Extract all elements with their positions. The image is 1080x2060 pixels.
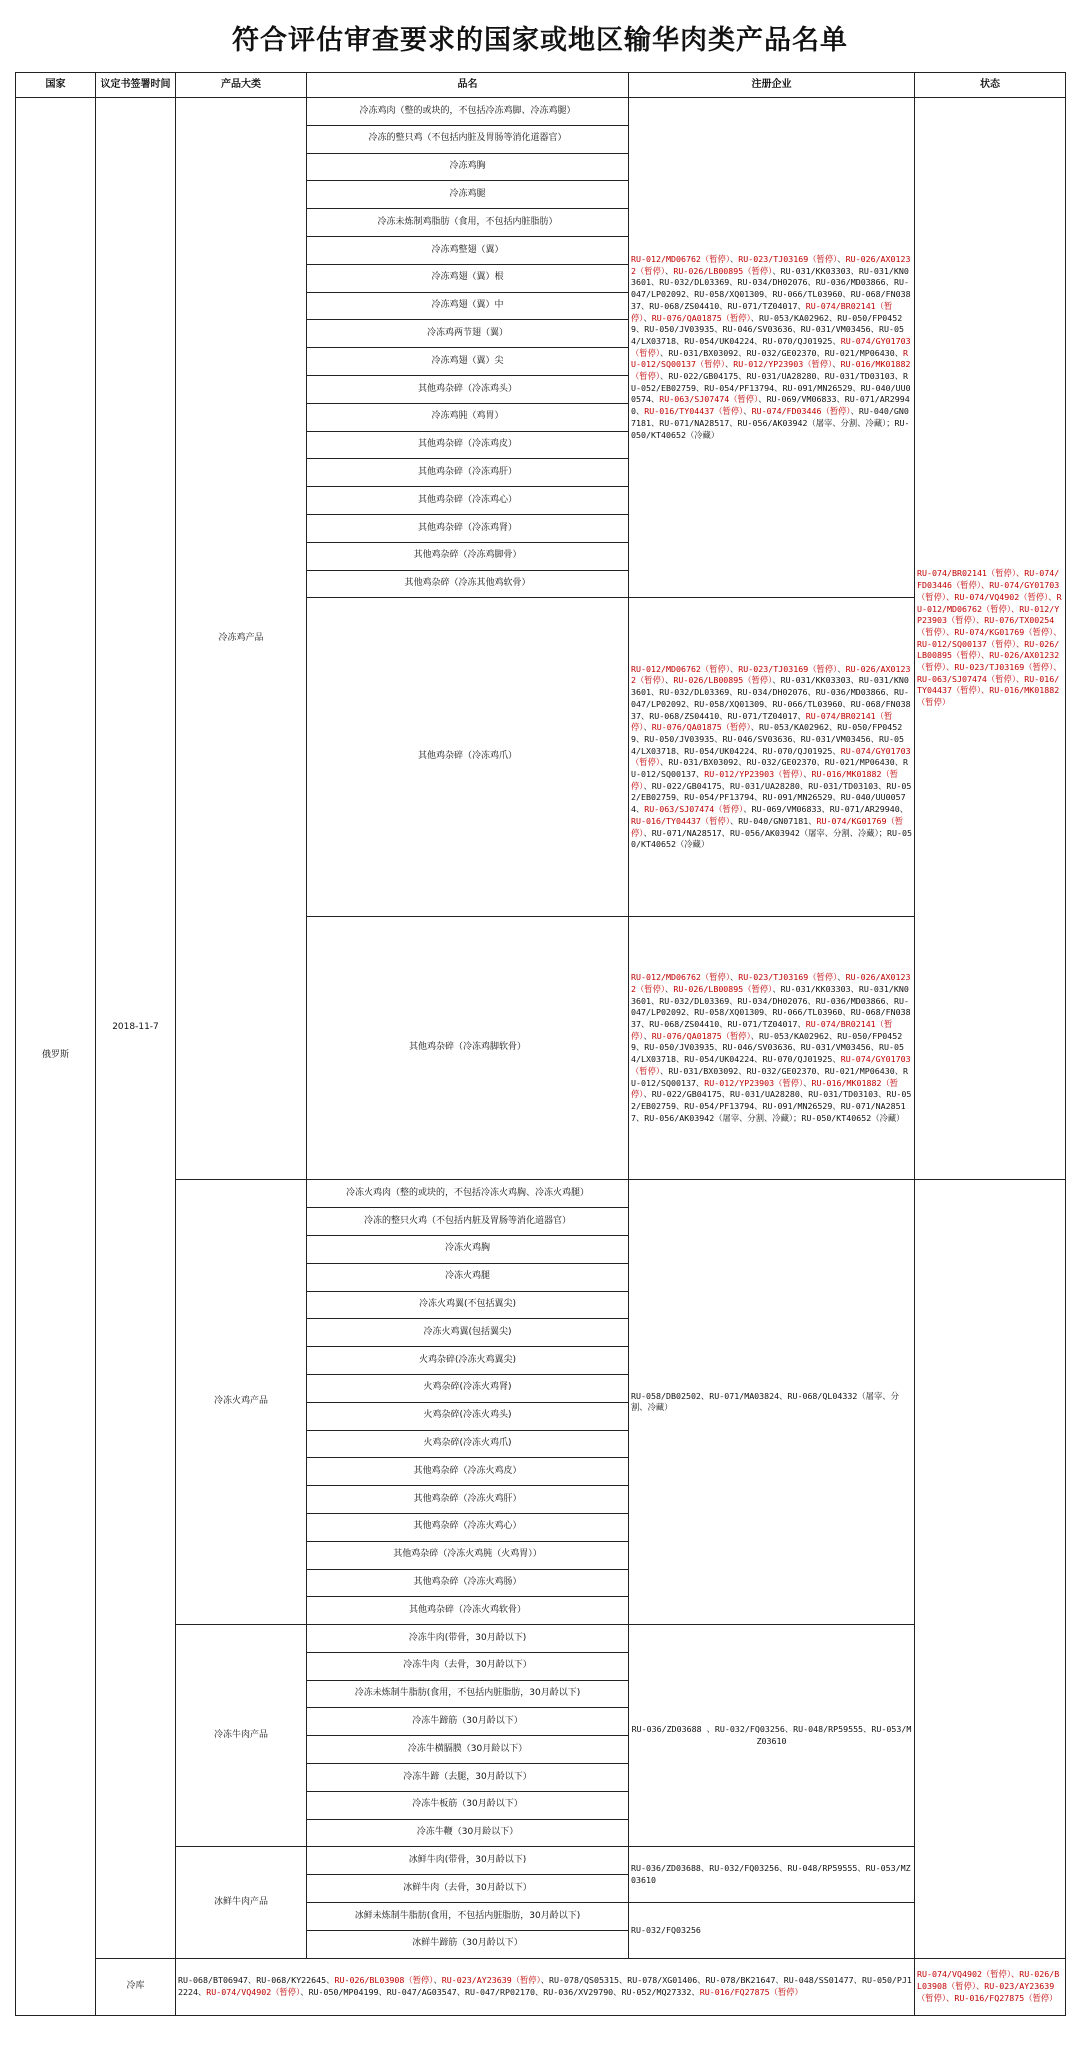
enterprise-segment: RU-074/BR02141（暂停） xyxy=(631,1019,893,1041)
product-name: 其他鸡杂碎（冷冻鸡爪） xyxy=(307,598,629,917)
enterprise-segment: 、RU-031/KK03303、RU-031/KN03601、RU-032/DL03369、RU-034/DH02076、RU-036/MD03866、RU-047/LP02092、RU-058/XQ01309、RU-066/TL03960、RU-068/FN03837、RU-068/ZS04410、RU-071/TZ04017、 xyxy=(631,265,911,311)
enterprise-segment: 、RU-031/BX03092、RU-032/GE02370、RU-021/MP06430、RU-012/SQ00137、 xyxy=(631,757,909,780)
status-cell xyxy=(915,1180,1066,1958)
enterprise-segment: 、 xyxy=(643,1030,652,1041)
product-name: 冰鲜未炼制牛脂肪(食用，不包括内脏脂肪，30月龄以下) xyxy=(307,1903,629,1931)
enterprise-segment: 、RU-050/MP04199、RU-047/AG03547、RU-047/RP02170、RU-036/XV29790、RU-052/MQ27332、 xyxy=(300,1986,700,1997)
status-cell: RU-074/BR02141（暂停）、RU-074/FD03446（暂停）、RU-074/GY01703（暂停）、RU-074/VQ4902（暂停）、RU-012/MD06762（暂停）、RU-012/YP23903（暂停）、RU-076/TX00254（暂停）、RU-074/KG01769（暂停）、RU-012/SQ00137（暂停）、RU-026/LB00895（暂停）、RU-026/AX01232（暂停）、RU-023/TJ03169（暂停）、RU-063/SJ07474（暂停）、RU-016/TY04437（暂停）、RU-016/MK01882（暂停） xyxy=(915,98,1066,1180)
enterprise-segment: RU-076/QA01875（暂停） xyxy=(651,1030,751,1041)
enterprise-segment: RU-012/MD06762（暂停） xyxy=(631,663,730,674)
enterprise-cell xyxy=(629,917,915,1180)
enterprise-segment: 、 xyxy=(729,972,739,983)
enterprise-cell xyxy=(629,598,915,917)
enterprise-segment: 、RU-040/GN07181、RU-071/NA28517、RU-056/AK03942（屠宰、分割、冷藏）；RU-050/KT40652（冷藏） xyxy=(631,406,910,440)
enterprise-segment: RU-063/SJ07474（暂停） xyxy=(644,804,744,815)
product-name: 火鸡杂碎(冷冻火鸡头) xyxy=(307,1402,629,1430)
enterprise-segment: 、 xyxy=(724,359,734,370)
product-name: 火鸡杂碎(冷冻火鸡爪) xyxy=(307,1430,629,1458)
enterprise-segment: 、RU-053/KA02962、RU-050/FP04529、RU-050/JV03935、RU-046/SV03636、RU-031/VM03456、RU-054/LX03718、RU-054/UK04224、RU-070/QJ01925、 xyxy=(631,1030,904,1065)
enterprise-segment: RU-012/YP23903（暂停） xyxy=(733,359,833,370)
product-name: 冷冻鸡翅（翼）根 xyxy=(307,264,629,292)
enterprise-segment: 、RU-053/KA02962、RU-050/FP04529、RU-050/JV03935、RU-046/SV03636、RU-031/VM03456、RU-054/LX03718、RU-054/UK04224、RU-070/QJ01925、 xyxy=(631,722,904,756)
product-name: 冷冻鸡肉（整的或块的，不包括冷冻鸡脚、冷冻鸡腿） xyxy=(307,98,629,126)
country-cell: 俄罗斯 xyxy=(16,98,96,2016)
enterprise-segment: 、 xyxy=(837,663,846,674)
product-name: 冷冻的整只火鸡（不包括内脏及胃肠等消化道器官） xyxy=(307,1208,629,1236)
header-status: 状态 xyxy=(915,73,1066,98)
header-product-name: 品名 xyxy=(307,73,629,98)
enterprise-segment: RU-074/GY01703（暂停） xyxy=(631,745,911,768)
product-name: 其他鸡杂碎（冷冻火鸡肠） xyxy=(307,1569,629,1597)
product-name: 冷冻火鸡肉（整的或块的，不包括冷冻火鸡胸、冷冻火鸡腿） xyxy=(307,1180,629,1208)
product-name: 冷冻的整只鸡（不包括内脏及胃肠等消化道器官） xyxy=(307,125,629,153)
enterprise-segment: 、RU-069/VM06833、RU-071/AR29940、 xyxy=(631,394,910,417)
product-name: 其他鸡杂碎（冷冻火鸡皮） xyxy=(307,1458,629,1486)
enterprise-segment: RU-076/QA01875（暂停） xyxy=(651,722,751,733)
product-name: 冷冻牛横膈膜（30月龄以下） xyxy=(307,1736,629,1764)
enterprise-segment: 、 xyxy=(643,312,652,323)
enterprise-segment: 、RU-040/GN07181、 xyxy=(729,815,817,826)
enterprise-segment: RU-026/LB00895（暂停） xyxy=(673,265,773,276)
product-name: 火鸡杂碎(冷冻火鸡翼尖) xyxy=(307,1347,629,1375)
product-name: 其他鸡杂碎（冷冻火鸡心） xyxy=(307,1513,629,1541)
category-cell: 冷冻鸡产品 xyxy=(176,98,307,1180)
product-name: 冷冻牛蹄（去腿，30月龄以下） xyxy=(307,1764,629,1792)
enterprise-segment: RU-023/TJ03169（暂停） xyxy=(738,972,838,983)
enterprise-segment: RU-026/LB00895（暂停） xyxy=(673,983,773,994)
enterprise-segment: RU-026/AX01232（暂停） xyxy=(631,663,911,686)
product-name: 冷冻鸡两节翅（翼） xyxy=(307,320,629,348)
enterprise-cell: RU-036/ZD03688、RU-032/FQ03256、RU-048/RP59555、RU-053/MZ03610 xyxy=(629,1847,915,1903)
enterprise-segment: 、 xyxy=(803,769,812,780)
header-country: 国家 xyxy=(16,73,96,98)
enterprise-segment: 、 xyxy=(729,663,739,674)
enterprise-segment: 、 xyxy=(832,359,841,370)
enterprise-segment: RU-063/SJ07474（暂停） xyxy=(659,394,759,405)
product-name: 冷冻牛肉（去骨，30月龄以下） xyxy=(307,1652,629,1680)
enterprise-segment: 、RU-053/KA02962、RU-050/FP04529、RU-050/JV03935、RU-046/SV03636、RU-031/VM03456、RU-054/LX03718、RU-054/UK04224、RU-070/QJ01925、 xyxy=(631,312,904,346)
product-name: 其他鸡杂碎（冷冻火鸡肫（火鸡胃）） xyxy=(307,1541,629,1569)
protocol-date-cell: 2018-11-7 xyxy=(96,98,176,1959)
enterprise-segment: 、 xyxy=(665,983,674,994)
enterprise-segment: 、RU-031/BX03092、RU-032/GE02370、RU-021/MP06430、RU-012/SQ00137、 xyxy=(631,1065,909,1088)
enterprise-segment: RU-026/BL03908（暂停） xyxy=(334,1974,434,1985)
enterprise-segment: 、 xyxy=(837,972,846,983)
enterprise-segment: RU-012/MD06762（暂停） xyxy=(631,972,730,983)
enterprise-segment: RU-016/TY04437（暂停） xyxy=(631,815,730,826)
enterprise-cell: RU-032/FQ03256 xyxy=(629,1903,915,1959)
page-title: 符合评估审查要求的国家或地区输华肉类产品名单 xyxy=(232,25,848,56)
product-name: 冷冻鸡胸 xyxy=(307,153,629,181)
enterprise-segment: RU-074/BR02141（暂停） xyxy=(631,300,893,323)
enterprise-segment: RU-026/AX01232（暂停） xyxy=(631,254,911,276)
product-table xyxy=(15,72,1066,2016)
enterprise-segment: 、 xyxy=(665,265,674,276)
product-name: 冷冻牛蹄筋（30月龄以下） xyxy=(307,1708,629,1736)
enterprise-segment: RU-016/MK01882（暂停） xyxy=(631,769,899,791)
enterprise-segment: RU-074/KG01769（暂停） xyxy=(631,815,904,838)
status-cell: RU-074/VQ4902（暂停）、RU-026/BL03908（暂停）、RU-023/AY23639（暂停）、RU-016/FQ27875（暂停） xyxy=(915,1958,1066,2015)
enterprise-segment: RU-016/TY04437（暂停） xyxy=(644,406,744,417)
product-name: 其他鸡杂碎（冷冻鸡头） xyxy=(307,375,629,403)
enterprise-segment: RU-012/YP23903（暂停） xyxy=(704,769,804,780)
product-name: 冷冻未炼制牛脂肪(食用，不包括内脏脂肪，30月龄以下) xyxy=(307,1680,629,1708)
product-name: 冷冻未炼制鸡脂肪（食用，不包括内脏脂肪） xyxy=(307,209,629,237)
enterprise-segment: RU-016/MK01882（暂停） xyxy=(631,1077,899,1100)
product-name: 冷冻牛板筋（30月龄以下） xyxy=(307,1791,629,1819)
product-name: 其他鸡杂碎（冷冻鸡脚骨） xyxy=(307,542,629,570)
enterprise-segment: RU-016/MK01882（暂停） xyxy=(631,359,911,382)
enterprise-cell: RU-036/ZD03688 、RU-032/FQ03256、RU-048/RP59555、RU-053/MZ03610 xyxy=(629,1625,915,1847)
enterprise-segment: RU-023/TJ03169（暂停） xyxy=(738,254,838,265)
enterprise-cell xyxy=(629,98,915,598)
product-name: 其他鸡杂碎（冷冻其他鸡软骨） xyxy=(307,570,629,598)
product-name: 冰鲜牛肉(带骨，30月龄以下) xyxy=(307,1847,629,1875)
header-row xyxy=(16,73,1066,98)
enterprise-segment: 、 xyxy=(665,675,674,686)
product-name: 冷冻牛鞭（30月龄以下） xyxy=(307,1819,629,1847)
enterprise-segment: 、 xyxy=(729,254,739,265)
product-name: 冷冻鸡整翅（翼） xyxy=(307,236,629,264)
enterprise-segment: 、RU-031/BX03092、RU-032/GE02370、RU-021/MP06430、 xyxy=(660,347,904,358)
enterprise-segment: RU-026/AX01232（暂停） xyxy=(631,972,911,994)
enterprise-segment: 、 xyxy=(643,722,652,733)
table-body xyxy=(16,98,1066,2016)
table-row xyxy=(16,1958,1066,2015)
enterprise-segment: RU-074/GY01703（暂停） xyxy=(631,1054,911,1076)
enterprise-segment: RU-076/QA01875（暂停） xyxy=(651,312,751,323)
enterprise-segment: 、 xyxy=(433,1974,442,1985)
product-name: 其他鸡杂碎（冷冻鸡脚软骨） xyxy=(307,917,629,1180)
enterprise-segment: 、RU-078/QS05315、RU-078/XG01406、RU-078/BK21647、RU-048/SS01477、RU-050/PJ12224、 xyxy=(178,1974,912,1997)
product-name: 冰鲜牛蹄筋（30月龄以下） xyxy=(307,1930,629,1958)
product-name: 冷冻火鸡胸 xyxy=(307,1235,629,1263)
table-row xyxy=(16,98,1066,126)
enterprise-segment: 、RU-031/KK03303、RU-031/KN03601、RU-032/DL03369、RU-034/DH02076、RU-036/MD03866、RU-047/LP02092、RU-058/XQ01309、RU-066/TL03960、RU-068/FN03837、RU-068/ZS04410、RU-071/TZ04017、 xyxy=(631,675,911,721)
enterprise-segment: RU-068/BT06947、RU-068/KY22645、 xyxy=(178,1974,335,1985)
enterprise-segment: 、RU-022/GB04175、RU-031/UA28280、RU-031/TD03103、RU-052/EB02759、RU-054/PF13794、RU-091/MN26529、RU-040/UU00574、 xyxy=(631,780,912,815)
product-name: 其他鸡杂碎（冷冻火鸡软骨） xyxy=(307,1597,629,1625)
header-category: 产品大类 xyxy=(176,73,307,98)
category-cell: 冰鲜牛肉产品 xyxy=(176,1847,307,1958)
enterprise-segment: 、RU-071/NA28517、RU-056/AK03942（屠宰、分割、冷藏）；RU-050/KT40652（冷藏） xyxy=(631,827,913,850)
enterprise-cell: RU-058/DB02502、RU-071/MA03824、RU-068/QL04332（屠宰、分割、冷藏） xyxy=(629,1180,915,1625)
product-name: 冷冻鸡肫（鸡胃） xyxy=(307,403,629,431)
enterprise-cell xyxy=(176,1958,915,2015)
category-cell: 冷冻火鸡产品 xyxy=(176,1180,307,1625)
enterprise-segment: RU-074/GY01703（暂停） xyxy=(631,335,911,358)
product-name: 火鸡杂碎(冷冻火鸡肾) xyxy=(307,1374,629,1402)
enterprise-segment: 、RU-069/VM06833、RU-071/AR29940、 xyxy=(743,804,909,815)
enterprise-segment: RU-016/FQ27875（暂停） xyxy=(699,1986,803,1997)
product-name: 冰鲜牛肉（去骨，30月龄以下） xyxy=(307,1875,629,1903)
product-name: 冷冻鸡翅（翼）中 xyxy=(307,292,629,320)
enterprise-segment: RU-012/YP23903（暂停） xyxy=(704,1077,804,1088)
enterprise-segment: RU-012/MD06762（暂停） xyxy=(631,254,730,265)
product-name: 其他鸡杂碎（冷冻鸡肾） xyxy=(307,514,629,542)
enterprise-segment: 、RU-022/GB04175、RU-031/UA28280、RU-031/TD03103、RU-052/EB02759、RU-054/PF13794、RU-091/MN26529、RU-071/NA28517、RU-056/AK03942（屠宰、分割、冷藏）；RU-050/KT40652（冷藏） xyxy=(631,1089,912,1123)
category-cell: 冷库 xyxy=(96,1958,176,2015)
product-name: 冷冻火鸡翼(包括翼尖) xyxy=(307,1319,629,1347)
enterprise-segment: RU-023/AY23639（暂停） xyxy=(441,1974,541,1985)
enterprise-segment: RU-026/LB00895（暂停） xyxy=(673,675,773,686)
enterprise-segment: 、 xyxy=(803,1077,812,1088)
enterprise-segment: 、RU-031/KK03303、RU-031/KN03601、RU-032/DL03369、RU-034/DH02076、RU-036/MD03866、RU-047/LP02092、RU-058/XQ01309、RU-066/TL03960、RU-068/FN03837、RU-068/ZS04410、RU-071/TZ04017、 xyxy=(631,983,911,1030)
enterprise-segment: 、 xyxy=(837,254,846,265)
header-enterprise: 注册企业 xyxy=(629,73,915,98)
enterprise-segment: 、 xyxy=(743,406,752,417)
enterprise-segment: RU-074/BR02141（暂停） xyxy=(631,710,893,733)
product-name: 其他鸡杂碎（冷冻鸡皮） xyxy=(307,431,629,459)
enterprise-segment: RU-012/SQ00137（暂停） xyxy=(631,347,909,370)
product-name: 冷冻鸡腿 xyxy=(307,181,629,209)
product-name: 其他鸡杂碎（冷冻鸡心） xyxy=(307,487,629,515)
enterprise-segment: RU-074/FD03446（暂停） xyxy=(751,406,851,417)
enterprise-segment: 、RU-022/GB04175、RU-031/UA28280、RU-031/TD03103、RU-052/EB02759、RU-054/PF13794、RU-091/MN26529、RU-040/UU00574、 xyxy=(631,371,911,405)
product-name: 冷冻牛肉(带骨，30月龄以下) xyxy=(307,1625,629,1653)
category-cell: 冷冻牛肉产品 xyxy=(176,1625,307,1847)
enterprise-segment: RU-074/VQ4902（暂停） xyxy=(206,1986,301,1997)
enterprise-segment: RU-023/TJ03169（暂停） xyxy=(738,663,838,674)
product-name: 其他鸡杂碎（冷冻火鸡肝） xyxy=(307,1486,629,1514)
header-protocol-date: 议定书签署时间 xyxy=(96,73,176,98)
product-name: 冷冻火鸡腿 xyxy=(307,1263,629,1291)
product-name: 冷冻鸡翅（翼）尖 xyxy=(307,348,629,376)
product-name: 其他鸡杂碎（冷冻鸡肝） xyxy=(307,459,629,487)
product-name: 冷冻火鸡翼(不包括翼尖) xyxy=(307,1291,629,1319)
